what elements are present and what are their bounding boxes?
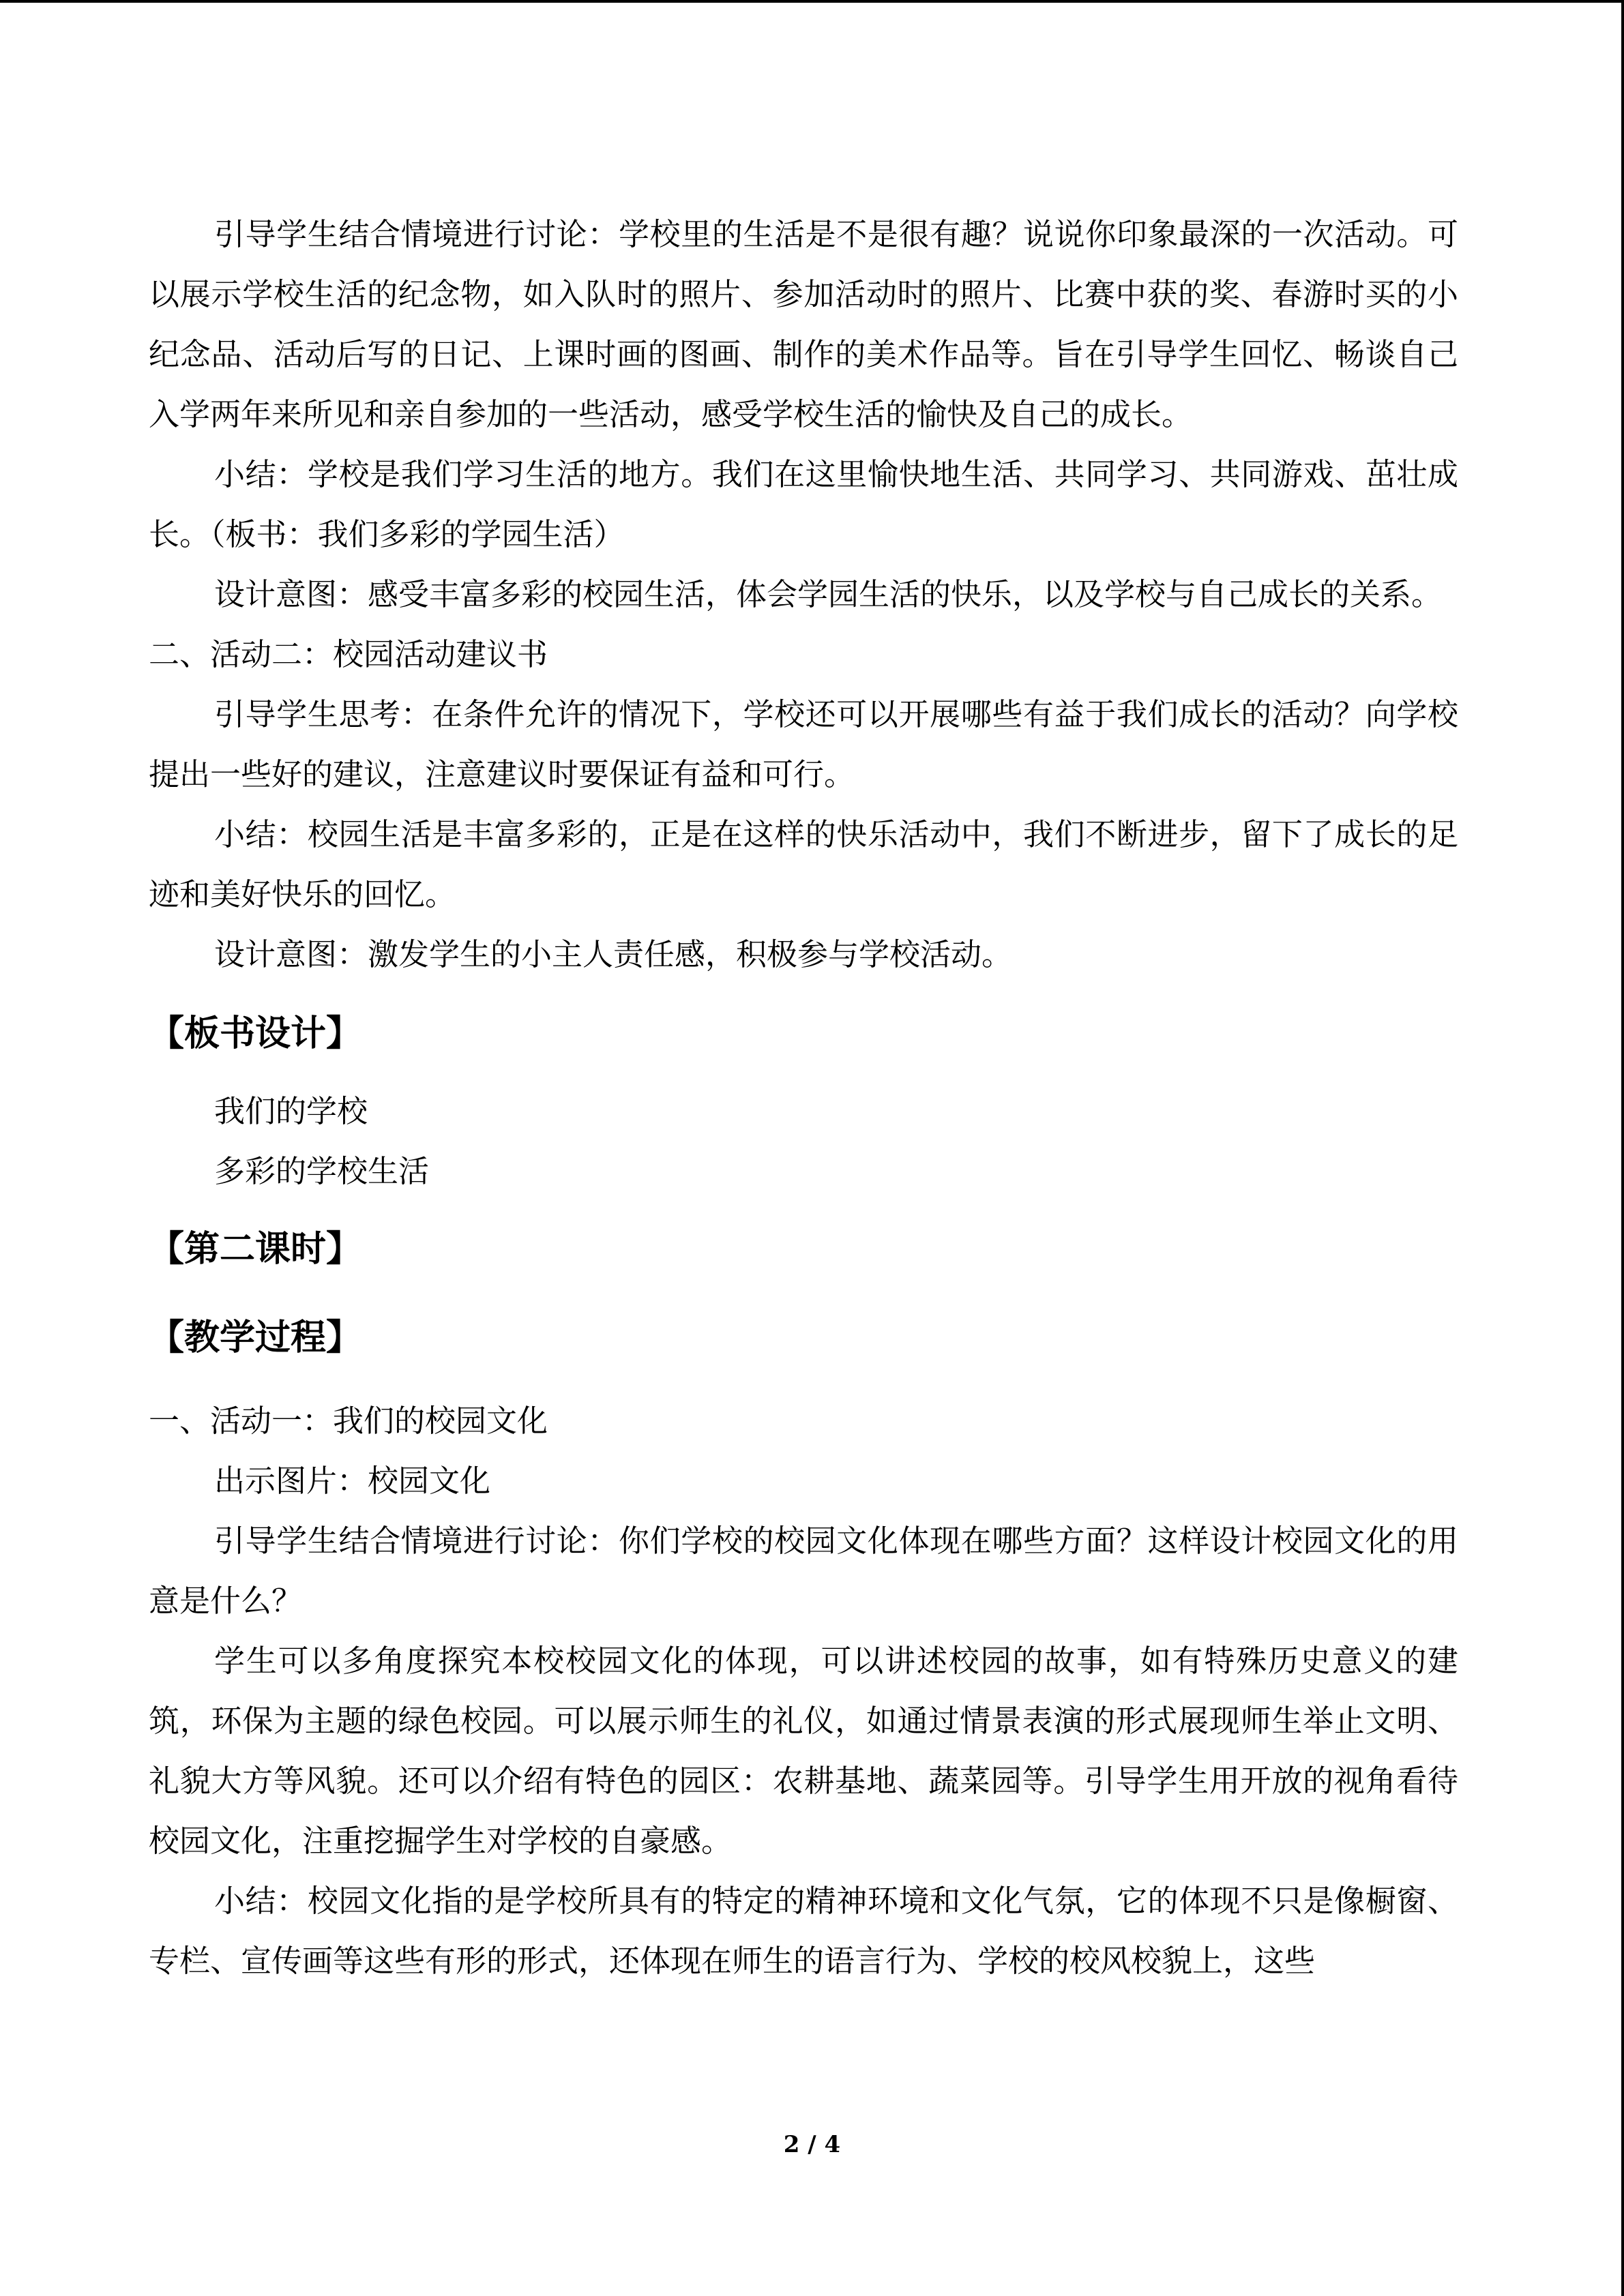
paragraph-summary-1: 小结：学校是我们学习生活的地方。我们在这里愉快地生活、共同学习、共同游戏、茁壮成长。（板书：我们多彩的学园生活） — [149, 456, 1458, 552]
section-activity-two: 二、活动二：校园活动建议书 — [149, 636, 548, 672]
paragraph-culture-discussion: 引导学生结合情境进行讨论：你们学校的校园文化体现在哪些方面？这样设计校园文化的用意是什么？ — [149, 1523, 1458, 1619]
paragraph-summary-3: 小结：校园文化指的是学校所具有的特定的精神环境和文化气氛，它的体现不只是像橱窗、专栏、宣传画等这些有形的形式，还体现在师生的语言行为、学校的校风校貌上，这些 — [149, 1883, 1458, 1979]
board-line-1: 我们的学校 — [214, 1093, 368, 1129]
paragraph-show-picture: 出示图片：校园文化 — [214, 1463, 491, 1499]
heading-second-lesson: 【第二课时】 — [149, 1229, 362, 1270]
top-border — [0, 0, 1624, 3]
paragraph-think: 引导学生思考：在条件允许的情况下，学校还可以开展哪些有益于我们成长的活动？向学校提出一些好的建议，注意建议时要保证有益和可行。 — [149, 696, 1458, 792]
heading-board-design: 【板书设计】 — [149, 1013, 362, 1054]
paragraph-discussion: 引导学生结合情境进行讨论：学校里的生活是不是很有趣？说说你印象最深的一次活动。可以展示学校生活的纪念物，如入队时的照片、参加活动时的照片、比赛中获的奖、春游时买的小纪念品、活动后写的日记、上课时画的图画、制作的美术作品等。旨在引导学生回忆、畅谈自己入学两年来所见和亲自参加的一些活动，感受学校生活的愉快及自己的成长。 — [149, 216, 1458, 432]
paragraph-summary-2: 小结：校园生活是丰富多彩的，正是在这样的快乐活动中，我们不断进步，留下了成长的足迹和美好快乐的回忆。 — [149, 816, 1458, 912]
page-number: 2 / 4 — [783, 2131, 841, 2158]
heading-teaching-process: 【教学过程】 — [149, 1317, 362, 1358]
paragraph-design-intent-2: 设计意图：激发学生的小主人责任感，积极参与学校活动。 — [214, 936, 1013, 972]
paragraph-design-intent-1: 设计意图：感受丰富多彩的校园生活，体会学园生活的快乐，以及学校与自己成长的关系。 — [214, 576, 1443, 612]
document-body — [149, 205, 1458, 1991]
paragraph-explore: 学生可以多角度探究本校校园文化的体现，可以讲述校园的故事，如有特殊历史意义的建筑，环保为主题的绿色校园。可以展示师生的礼仪，如通过情景表演的形式展现师生举止文明、礼貌大方等风貌。还可以介绍有特色的园区：农耕基地、蔬菜园等。引导学生用开放的视角看待校园文化，注重挖掘学生对学校的自豪感。 — [149, 1643, 1458, 1859]
board-line-2: 多彩的学校生活 — [214, 1153, 430, 1189]
section-activity-one: 一、活动一：我们的校园文化 — [149, 1403, 548, 1439]
right-border — [1621, 0, 1624, 2296]
